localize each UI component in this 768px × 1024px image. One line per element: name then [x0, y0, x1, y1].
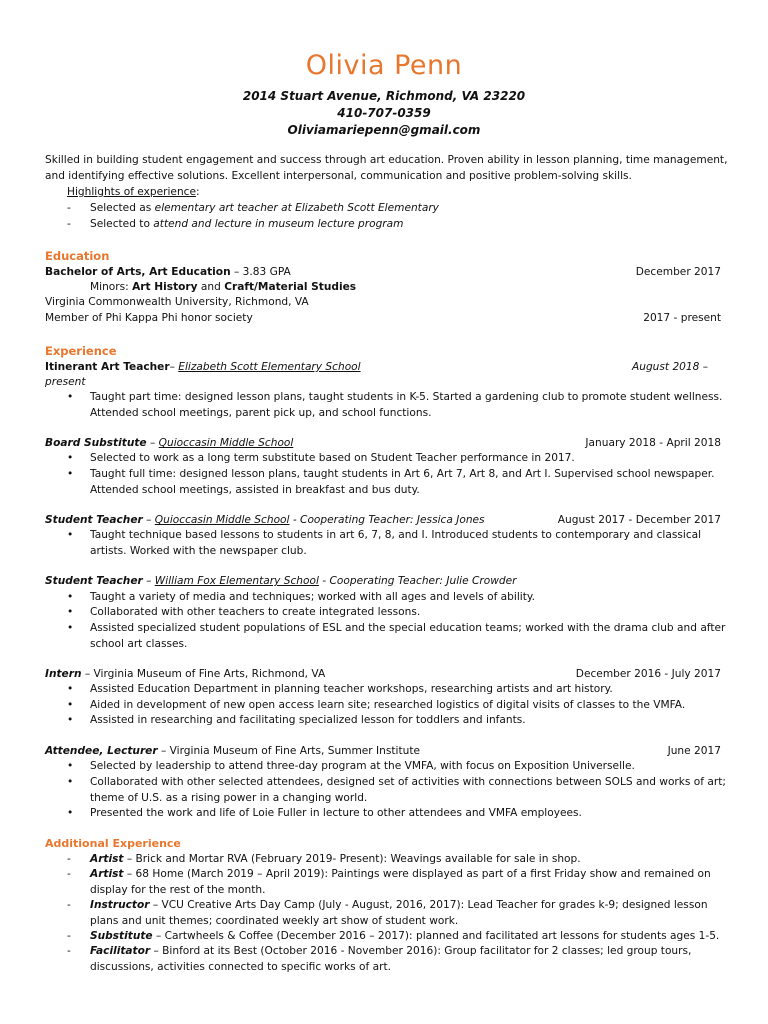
additional-item: - Instructor – VCU Creative Arts Day Camp (July - August, 2016, 2017): Lead Teacher for grades k-9; designed lesson plans and unit themes; coordinated weekly art show of student work.	[67, 899, 708, 927]
highlights-heading: Highlights of experience:	[67, 186, 200, 198]
job-bullet: • Assisted Education Department in planning teacher workshops, researching artists and art history.	[67, 683, 613, 695]
job-bullet: • Assisted in researching and facilitating specialized lesson for toddlers and infants.	[67, 714, 526, 726]
job-bullet: • Selected to work as a long term substitute based on Student Teacher performance in 2017.	[67, 452, 575, 464]
resume-name: Olivia Penn	[305, 50, 463, 81]
job-title-line: Attendee, Lecturer – Virginia Museum of Fine Arts, Summer Institute	[45, 745, 421, 757]
job-title-line: Board Substitute – Quioccasin Middle School	[45, 437, 294, 449]
job-date: January 2018 - April 2018	[585, 437, 721, 449]
contact-phone: 410-707-0359	[337, 106, 431, 120]
society-date: 2017 - present	[643, 312, 721, 324]
job-bullet: • Assisted specialized student populations of ESL and the special education teams; worked with the drama club and after school art classes.	[67, 622, 726, 650]
job-bullet: • Selected by leadership to attend three-day program at the VMFA, with focus on Exposition Universelle.	[67, 760, 635, 772]
summary-paragraph: Skilled in building student engagement and success through art education. Proven ability in lesson planning, time management, and identifying effective solutions. Excellent interpersonal, communication and positive problem-solving skills.	[45, 154, 728, 182]
education-heading: Education	[45, 249, 110, 263]
job-bullet: • Collaborated with other selected attendees, designed set of activities with connections between SOLS and works of art; theme of U.S. as a rising power in a changing world.	[67, 776, 726, 804]
job-date-cont: present	[45, 376, 86, 388]
degree-date: December 2017	[635, 266, 721, 278]
job-title-line: Student Teacher – William Fox Elementary School - Cooperating Teacher: Julie Crowder	[45, 575, 517, 587]
additional-item: - Artist – 68 Home (March 2019 – April 2019): Paintings were displayed as part of a first Friday show and remained on display for the rest of the month.	[67, 868, 711, 896]
job-bullet: • Collaborated with other teachers to create integrated lessons.	[67, 606, 421, 618]
job-date: August 2018 –	[632, 361, 709, 373]
school-line: Virginia Commonwealth University, Richmond, VA	[45, 296, 309, 308]
job-date: December 2016 - July 2017	[575, 668, 721, 680]
additional-heading: Additional Experience	[45, 837, 181, 850]
society-line: Member of Phi Kappa Phi honor society	[45, 312, 253, 324]
additional-item: - Facilitator – Binford at its Best (October 2016 - November 2016): Group facilitator for 2 classes; led group tours, discussions, activities connected to specific works of art.	[67, 945, 692, 973]
job-bullet: • Taught part time: designed lesson plans, taught students in K-5. Started a gardening club to promote student wellness. Attended school meetings, parent pick up, and school functions.	[67, 391, 723, 419]
contact-address: 2014 Stuart Avenue, Richmond, VA 23220	[242, 89, 526, 103]
minors-line: Minors: Art History and Craft/Material Studies	[90, 281, 357, 293]
job-date: August 2017 - December 2017	[557, 514, 721, 526]
job-bullet: • Taught a variety of media and techniques; worked with all ages and levels of ability.	[67, 591, 535, 603]
highlight-item: - Selected to attend and lecture in museum lecture program	[67, 218, 404, 230]
job-bullet: • Aided in development of new open access learn site; researched logistics of digital visits of classes to the VMFA.	[67, 699, 686, 711]
job-bullet: • Presented the work and life of Loie Fuller in lecture to other attendees and VMFA employees.	[67, 807, 582, 819]
job-title-line: Intern – Virginia Museum of Fine Arts, Richmond, VA	[45, 668, 326, 680]
degree-line: Bachelor of Arts, Art Education – 3.83 GPA	[45, 266, 291, 278]
job-date: June 2017	[667, 745, 721, 757]
additional-item: - Artist – Brick and Mortar RVA (February 2019- Present): Weavings available for sale in shop.	[67, 853, 581, 865]
contact-email: Oliviamariepenn@gmail.com	[287, 123, 481, 137]
experience-heading: Experience	[45, 344, 117, 358]
job-title-line: Itinerant Art Teacher– Elizabeth Scott Elementary School	[45, 361, 361, 373]
job-bullet: • Taught technique based lessons to students in art 6, 7, 8, and I. Introduced students to contemporary and classical artists. Worked with the newspaper club.	[67, 529, 702, 557]
job-title-line: Student Teacher – Quioccasin Middle School - Cooperating Teacher: Jessica Jones	[45, 514, 485, 526]
highlight-item: - Selected as elementary art teacher at Elizabeth Scott Elementary	[67, 202, 439, 214]
job-bullet: • Taught full time: designed lesson plans, taught students in Art 6, Art 7, Art 8, and Art I. Supervised school newspaper. Attended school meetings, assisted in breakfast and bus duty.	[67, 468, 715, 496]
additional-item: - Substitute – Cartwheels & Coffee (December 2016 – 2017): planned and facilitated art lessons for students ages 1-5.	[67, 930, 720, 942]
